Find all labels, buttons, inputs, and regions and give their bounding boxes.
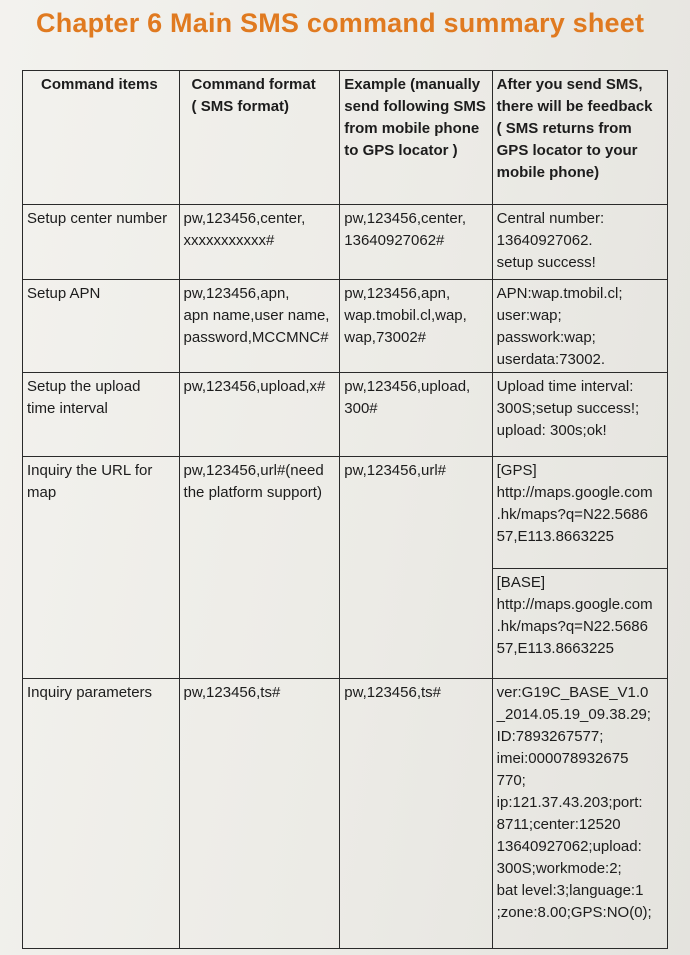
- table-row: [23, 679, 668, 949]
- command-item-cell: Setup the upload time interval: [23, 373, 180, 457]
- sms-command-table: [22, 70, 668, 949]
- feedback-cell: Upload time interval: 300S;setup success!; upload: 300s;ok!: [492, 373, 667, 457]
- feedback-cell: ver:G19C_BASE_V1.0 _2014.05.19_09.38.29; ID:7893267577; imei:000078932675 770; ip:121.37.43.203;port: 8711;center:12520 13640927062;upload: 300S;workmode:2; bat level:3;language:1 ;zone:8.00;GPS:NO(0);: [492, 679, 667, 949]
- example-cell: pw,123456,ts#: [340, 679, 492, 949]
- feedback-base-cell: [BASE] http://maps.google.com .hk/maps?q=N22.5686 57,E113.8663225: [492, 569, 667, 679]
- command-item-cell: Inquiry parameters: [23, 679, 180, 949]
- command-item-cell: Setup APN: [23, 280, 180, 373]
- example-cell: pw,123456,upload, 300#: [340, 373, 492, 457]
- command-format-cell: pw,123456,center, xxxxxxxxxxx#: [179, 205, 340, 280]
- table-row: [23, 280, 668, 373]
- table-row: [23, 205, 668, 280]
- table-row: [23, 457, 668, 569]
- example-cell: pw,123456,url#: [340, 457, 492, 679]
- header-feedback: After you send SMS, there will be feedback ( SMS returns from GPS locator to your mobile phone): [492, 71, 667, 205]
- command-format-cell: pw,123456,upload,x#: [179, 373, 340, 457]
- header-command-items: Command items: [23, 71, 180, 205]
- command-item-cell: Inquiry the URL for map: [23, 457, 180, 679]
- header-example: Example (manually send following SMS from mobile phone to GPS locator ): [340, 71, 492, 205]
- feedback-cell: APN:wap.tmobil.cl; user:wap; passwork:wap; userdata:73002.: [492, 280, 667, 373]
- page-title: Chapter 6 Main SMS command summary sheet: [36, 8, 645, 38]
- command-item-cell: Setup center number: [23, 205, 180, 280]
- table-row: [23, 373, 668, 457]
- example-cell: pw,123456,center, 13640927062#: [340, 205, 492, 280]
- header-row: [23, 71, 668, 205]
- example-cell: pw,123456,apn, wap.tmobil.cl,wap, wap,73002#: [340, 280, 492, 373]
- feedback-cell: Central number: 13640927062. setup success!: [492, 205, 667, 280]
- command-format-cell: pw,123456,url#(need the platform support): [179, 457, 340, 679]
- command-format-cell: pw,123456,apn, apn name,user name, password,MCCMNC#: [179, 280, 340, 373]
- command-format-cell: pw,123456,ts#: [179, 679, 340, 949]
- header-command-format: Command format ( SMS format): [179, 71, 340, 205]
- feedback-gps-cell: [GPS] http://maps.google.com .hk/maps?q=N22.5686 57,E113.8663225: [492, 457, 667, 569]
